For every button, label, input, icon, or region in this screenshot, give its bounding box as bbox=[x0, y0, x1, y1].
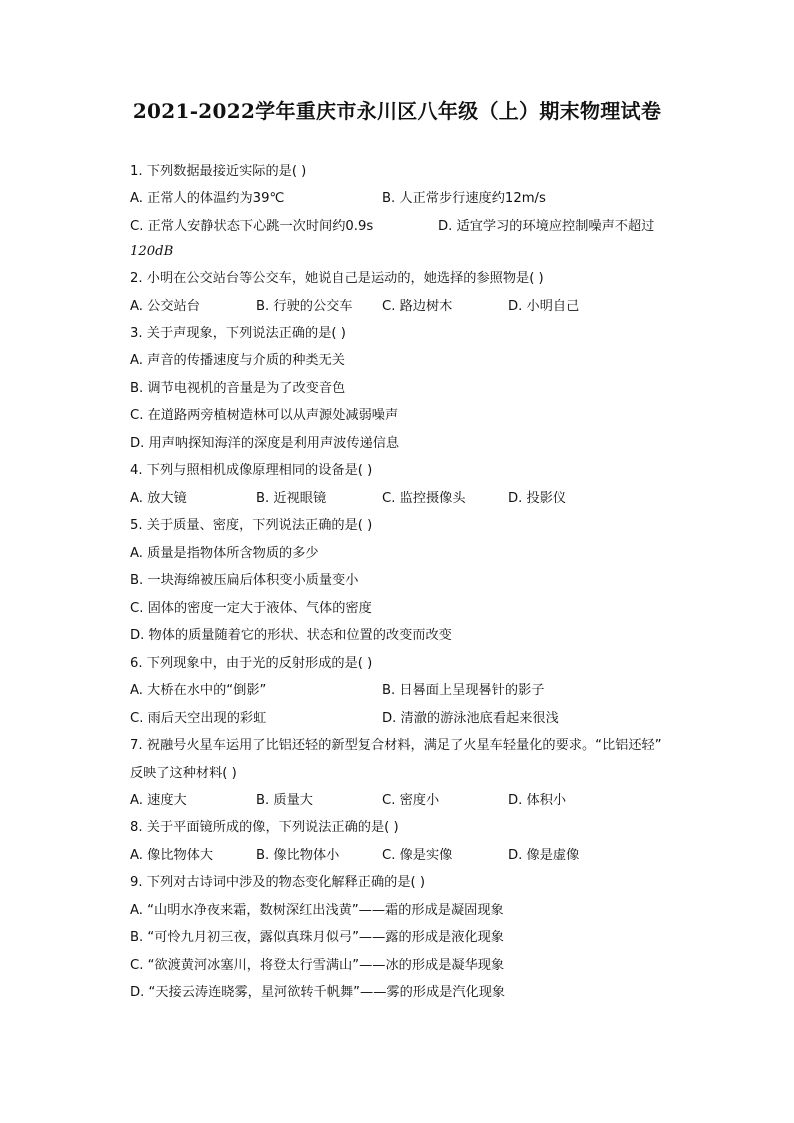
question-4-option-c: C. 监控摄像头 bbox=[382, 491, 466, 506]
question-3-option-b: B. 调节电视机的音量是为了改变音色 bbox=[130, 381, 346, 396]
question-2-option-d: D. 小明自己 bbox=[508, 299, 580, 314]
question-5-option-d: D. 物体的质量随着它的形状、状态和位置的改变而改变 bbox=[130, 628, 452, 643]
question-3-option-d: D. 用声呐探知海洋的深度是利用声波传递信息 bbox=[130, 436, 400, 451]
question-7-option-a: A. 速度大 bbox=[130, 793, 187, 808]
question-9-option-b: B. “可怜九月初三夜，露似真珠月似弓”——露的形成是液化现象 bbox=[130, 930, 504, 945]
question-3-option-a: A. 声音的传播速度与介质的种类无关 bbox=[130, 353, 345, 368]
question-7-option-b: B. 质量大 bbox=[256, 793, 313, 808]
question-9-option-d: D. “天接云涛连晓雾，星河欲转千帆舞”——雾的形成是汽化现象 bbox=[130, 985, 506, 1000]
question-7-option-d: D. 体积小 bbox=[508, 793, 567, 808]
question-5-option-b: B. 一块海绵被压扁后体积变小质量变小 bbox=[130, 573, 359, 588]
question-1-option-b: B. 人正常步行速度约12m/s bbox=[382, 191, 546, 206]
question-7-stem: 7. 祝融号火星车运用了比铝还轻的新型复合材料，满足了火星车轻量化的要求。“比铝还轻” bbox=[130, 738, 662, 753]
question-8-option-b: B. 像比物体小 bbox=[256, 848, 340, 863]
page-title: 2021-2022学年重庆市永川区八年级（上）期末物理试卷 bbox=[132, 99, 662, 123]
question-1-option-d-continued: 120dB bbox=[130, 244, 174, 259]
question-9-option-a: A. “山明水净夜来霜，数树深红出浅黄”——霜的形成是凝固现象 bbox=[130, 903, 504, 918]
question-7-stem-continued: 反映了这种材料( ) bbox=[130, 766, 237, 781]
question-5-option-a: A. 质量是指物体所含物质的多少 bbox=[130, 546, 319, 561]
question-6-option-c: C. 雨后天空出现的彩虹 bbox=[130, 711, 267, 726]
question-3-option-c: C. 在道路两旁植树造林可以从声源处减弱噪声 bbox=[130, 408, 399, 423]
question-5-option-c: C. 固体的密度一定大于液体、气体的密度 bbox=[130, 601, 372, 616]
question-1-option-c: C. 正常人安静状态下心跳一次时间约0.9s bbox=[130, 219, 374, 234]
question-2-option-b: B. 行驶的公交车 bbox=[256, 299, 353, 314]
question-4-option-d: D. 投影仪 bbox=[508, 491, 567, 506]
question-3-stem: 3. 关于声现象，下列说法正确的是( ) bbox=[130, 326, 346, 341]
question-6-stem: 6. 下列现象中，由于光的反射形成的是( ) bbox=[130, 656, 373, 671]
question-8-option-a: A. 像比物体大 bbox=[130, 848, 214, 863]
question-5-stem: 5. 关于质量、密度，下列说法正确的是( ) bbox=[130, 518, 373, 533]
question-8-stem: 8. 关于平面镜所成的像，下列说法正确的是( ) bbox=[130, 820, 399, 835]
question-7-option-c: C. 密度小 bbox=[382, 793, 440, 808]
question-1-option-d: D. 适宜学习的环境应控制噪声不超过 bbox=[438, 219, 655, 234]
question-4-option-b: B. 近视眼镜 bbox=[256, 491, 327, 506]
question-2-option-a: A. 公交站台 bbox=[130, 299, 200, 314]
question-4-stem: 4. 下列与照相机成像原理相同的设备是( ) bbox=[130, 463, 373, 478]
question-8-option-d: D. 像是虚像 bbox=[508, 848, 580, 863]
question-2-stem: 2. 小明在公交站台等公交车，她说自己是运动的，她选择的参照物是( ) bbox=[130, 271, 544, 286]
question-6-option-b: B. 日晷面上呈现晷针的影子 bbox=[382, 683, 545, 698]
question-6-option-d: D. 清澈的游泳池底看起来很浅 bbox=[382, 711, 559, 726]
question-9-stem: 9. 下列对古诗词中涉及的物态变化解释正确的是( ) bbox=[130, 875, 426, 890]
question-6-option-a: A. 大桥在水中的“倒影” bbox=[130, 683, 267, 698]
question-1-option-a: A. 正常人的体温约为39℃ bbox=[130, 191, 285, 206]
question-9-option-c: C. “欲渡黄河冰塞川，将登太行雪满山”——冰的形成是凝华现象 bbox=[130, 958, 505, 973]
question-4-option-a: A. 放大镜 bbox=[130, 491, 187, 506]
question-8-option-c: C. 像是实像 bbox=[382, 848, 453, 863]
question-2-option-c: C. 路边树木 bbox=[382, 299, 453, 314]
question-1-stem: 1. 下列数据最接近实际的是( ) bbox=[130, 164, 307, 179]
